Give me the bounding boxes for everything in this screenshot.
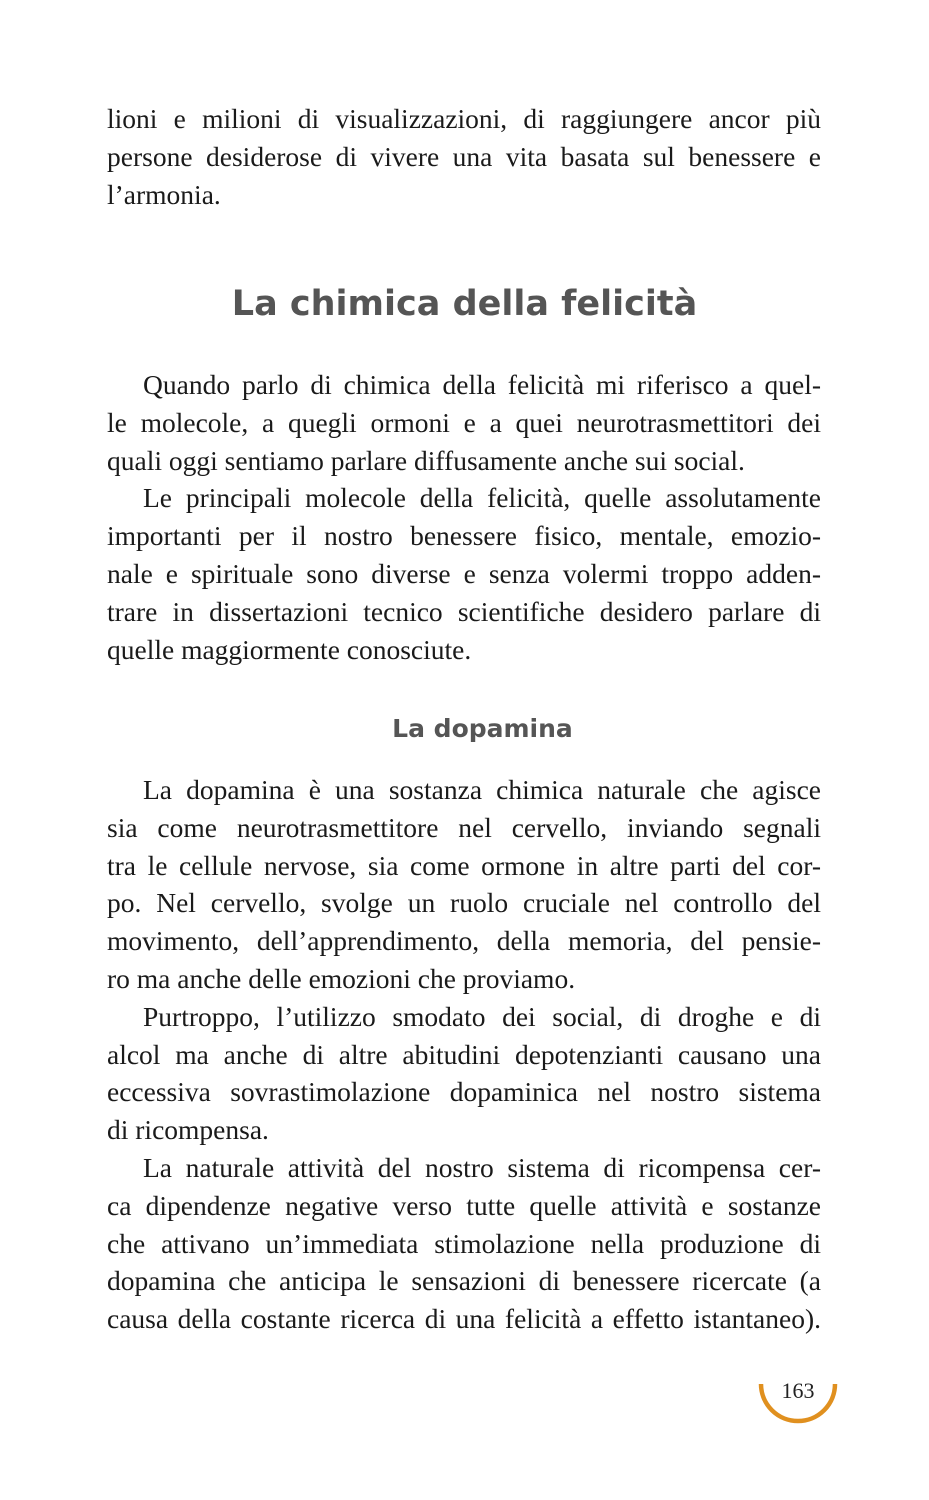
text-line: di ricompensa. (107, 1114, 269, 1146)
text-line: trare in dissertazioni tecnico scientifiche desidero parlare di (107, 595, 821, 627)
text-line: movimento, dell’apprendimento, della memoria, del pensie- (107, 925, 821, 957)
page-number (758, 1370, 838, 1430)
text-line: dopamina che anticipa le sensazioni di benessere ricercate (a (107, 1265, 821, 1297)
text-line: quali oggi sentiamo parlare diffusamente anche sui social. (107, 444, 745, 476)
text-line: Purtroppo, l’utilizzo smodato dei social, di droghe e di (143, 1000, 821, 1032)
text-line: causa della costante ricerca di una felicità a effetto istantaneo). (107, 1303, 821, 1335)
text-line: quelle maggiormente conosciute. (107, 633, 472, 665)
text-line: alcol ma anche di altre abitudini depotenzianti causano una (107, 1038, 821, 1070)
text-line: ro ma anche delle emozioni che proviamo. (107, 962, 576, 994)
subsection-paragraphs (107, 771, 821, 1338)
text-line: importanti per il nostro benessere fisico, mentale, emozio- (107, 520, 821, 552)
text-line: La dopamina è una sostanza chimica naturale che agisce (143, 774, 821, 805)
section-title: La chimica della felicità (231, 284, 698, 324)
text-line: persone desiderose di vivere una vita basata sul benessere e (107, 140, 821, 172)
text-line: che attivano un’immediata stimolazione nella produzione di (107, 1227, 821, 1259)
page-number-text: 163 (781, 1378, 815, 1403)
text-line: ca dipendenze negative verso tutte quelle attività e sostanze (107, 1189, 821, 1221)
section-paragraphs (107, 366, 821, 668)
text-line: lioni e milioni di visualizzazioni, di raggiungere ancor più (107, 103, 821, 134)
text-line: eccessiva sovrastimolazione dopaminica nel nostro sistema (107, 1076, 821, 1108)
text-line: sia come neurotrasmettitore nel cervello, inviando segnali (107, 811, 821, 843)
text-line: Le principali molecole della felicità, quelle assolutamente (143, 482, 821, 514)
text-line: nale e spirituale sono diverse e senza volermi troppo adden- (107, 557, 821, 589)
text-line: l’armonia. (107, 178, 221, 210)
text-line: le molecole, a quegli ormoni e a quei neurotrasmettitori dei (107, 406, 821, 438)
text-line: po. Nel cervello, svolge un ruolo cruciale nel controllo del (107, 887, 821, 919)
intro-paragraph (107, 100, 821, 213)
text-line: Quando parlo di chimica della felicità mi riferisco a quel- (143, 369, 821, 400)
text-line: La naturale attività del nostro sistema di ricompensa cer- (143, 1151, 821, 1183)
subsection-title: La dopamina (392, 714, 573, 743)
text-line: tra le cellule nervose, sia come ormone in altre parti del cor- (107, 849, 821, 881)
